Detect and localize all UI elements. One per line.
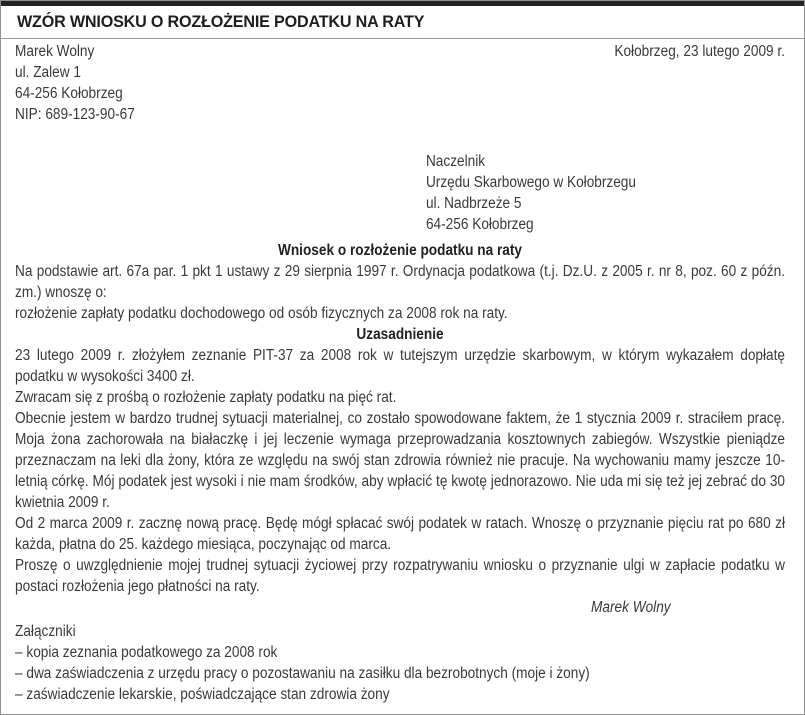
recipient-block [426,151,785,235]
recipient-city: 64-256 Kołobrzeg [425,216,534,233]
attachments-heading: Załączniki [15,623,76,640]
justification-paragraph: Obecnie jestem w bardzo trudnej sytuacji materialnej, co zostało spowodowane faktem, że 1 stycznia 2009 r. straciłem pracę. Moja żona zachorowała na białaczkę i jej leczenie wymaga przeprowadzania kosztownych zabiegów. Wszystkie pieniądze przeznaczam na leki dla żony, która ze względu na swój stan zdrowia również nie pracuje. Na wychowaniu mamy jeszcze 10-letnią córkę. Mój podatek jest wysoki i nie mam środków, aby wpłacić tę kwotę jednorazowo. Nie uda mi się też jej zebrać do 30 kwietnia 2009 r. [15,410,785,511]
sender-name: Marek Wolny [15,43,95,60]
sender-street: ul. Zalew 1 [15,64,81,81]
attachment-item: – dwa zaświadczenia z urzędu pracy o pozostawaniu na zasiłku dla bezrobotnych (moje i żony) [15,665,590,682]
request-line: rozłożenie zapłaty podatku dochodowego od osób fizycznych za 2008 rok na raty. [15,305,508,322]
attachment-item: – kopia zeznania podatkowego za 2008 rok [15,644,278,661]
justification-heading: Uzasadnienie [356,326,444,343]
document-body [15,41,785,705]
attachments-block [15,621,785,705]
justification-paragraph: 23 lutego 2009 r. złożyłem zeznanie PIT-37 za 2008 rok w tutejszym urzędzie skarbowym, w którym wykazałem dopłatę podatku w wysokości 3400 zł. [15,347,785,385]
legal-basis-paragraph: Na podstawie art. 67a par. 1 pkt 1 ustawy z 29 sierpnia 1997 r. Ordynacja podatkowa (t.j. Dz.U. z 2005 r. nr 8, poz. 60 z późn. zm.) wnoszę o: [15,263,785,301]
recipient-street: ul. Nadbrzeże 5 [425,195,522,212]
subject-title: Wniosek o rozłożenie podatku na raty [277,242,523,259]
justification-paragraph: Od 2 marca 2009 r. zacznę nową pracę. Będę mógł spłacać swój podatek w ratach. Wnoszę o przyznanie pięciu rat po 680 zł każda, płatna do 25. każdego miesiąca, poczynając od marca. [15,515,785,553]
recipient-office: Urzędu Skarbowego w Kołobrzegu [425,174,636,191]
signature: Marek Wolny [591,599,671,616]
dateline: Kołobrzeg, 23 lutego 2009 r. [614,43,785,60]
justification-paragraph: Zwracam się z prośbą o rozłożenie zapłaty podatku na pięć rat. [15,389,397,406]
page-title: WZÓR WNIOSKU O ROZŁOŻENIE PODATKU NA RATY [17,12,425,31]
attachment-item: – zaświadczenie lekarskie, poświadczające stan zdrowia żony [15,686,390,703]
document-header [1,6,804,39]
sender-city: 64-256 Kołobrzeg [15,85,123,102]
recipient-title: Naczelnik [425,153,486,170]
sender-date-row [15,41,785,125]
justification-paragraph: Proszę o uwzględnienie mojej trudnej sytuacji życiowej przy rozpatrywaniu wniosku o przyznanie ulgi w zapłacie podatku w postaci rozłożenia jego płatności na raty. [15,557,785,595]
sender-block [15,41,135,125]
sender-nip: NIP: 689-123-90-67 [15,106,135,123]
